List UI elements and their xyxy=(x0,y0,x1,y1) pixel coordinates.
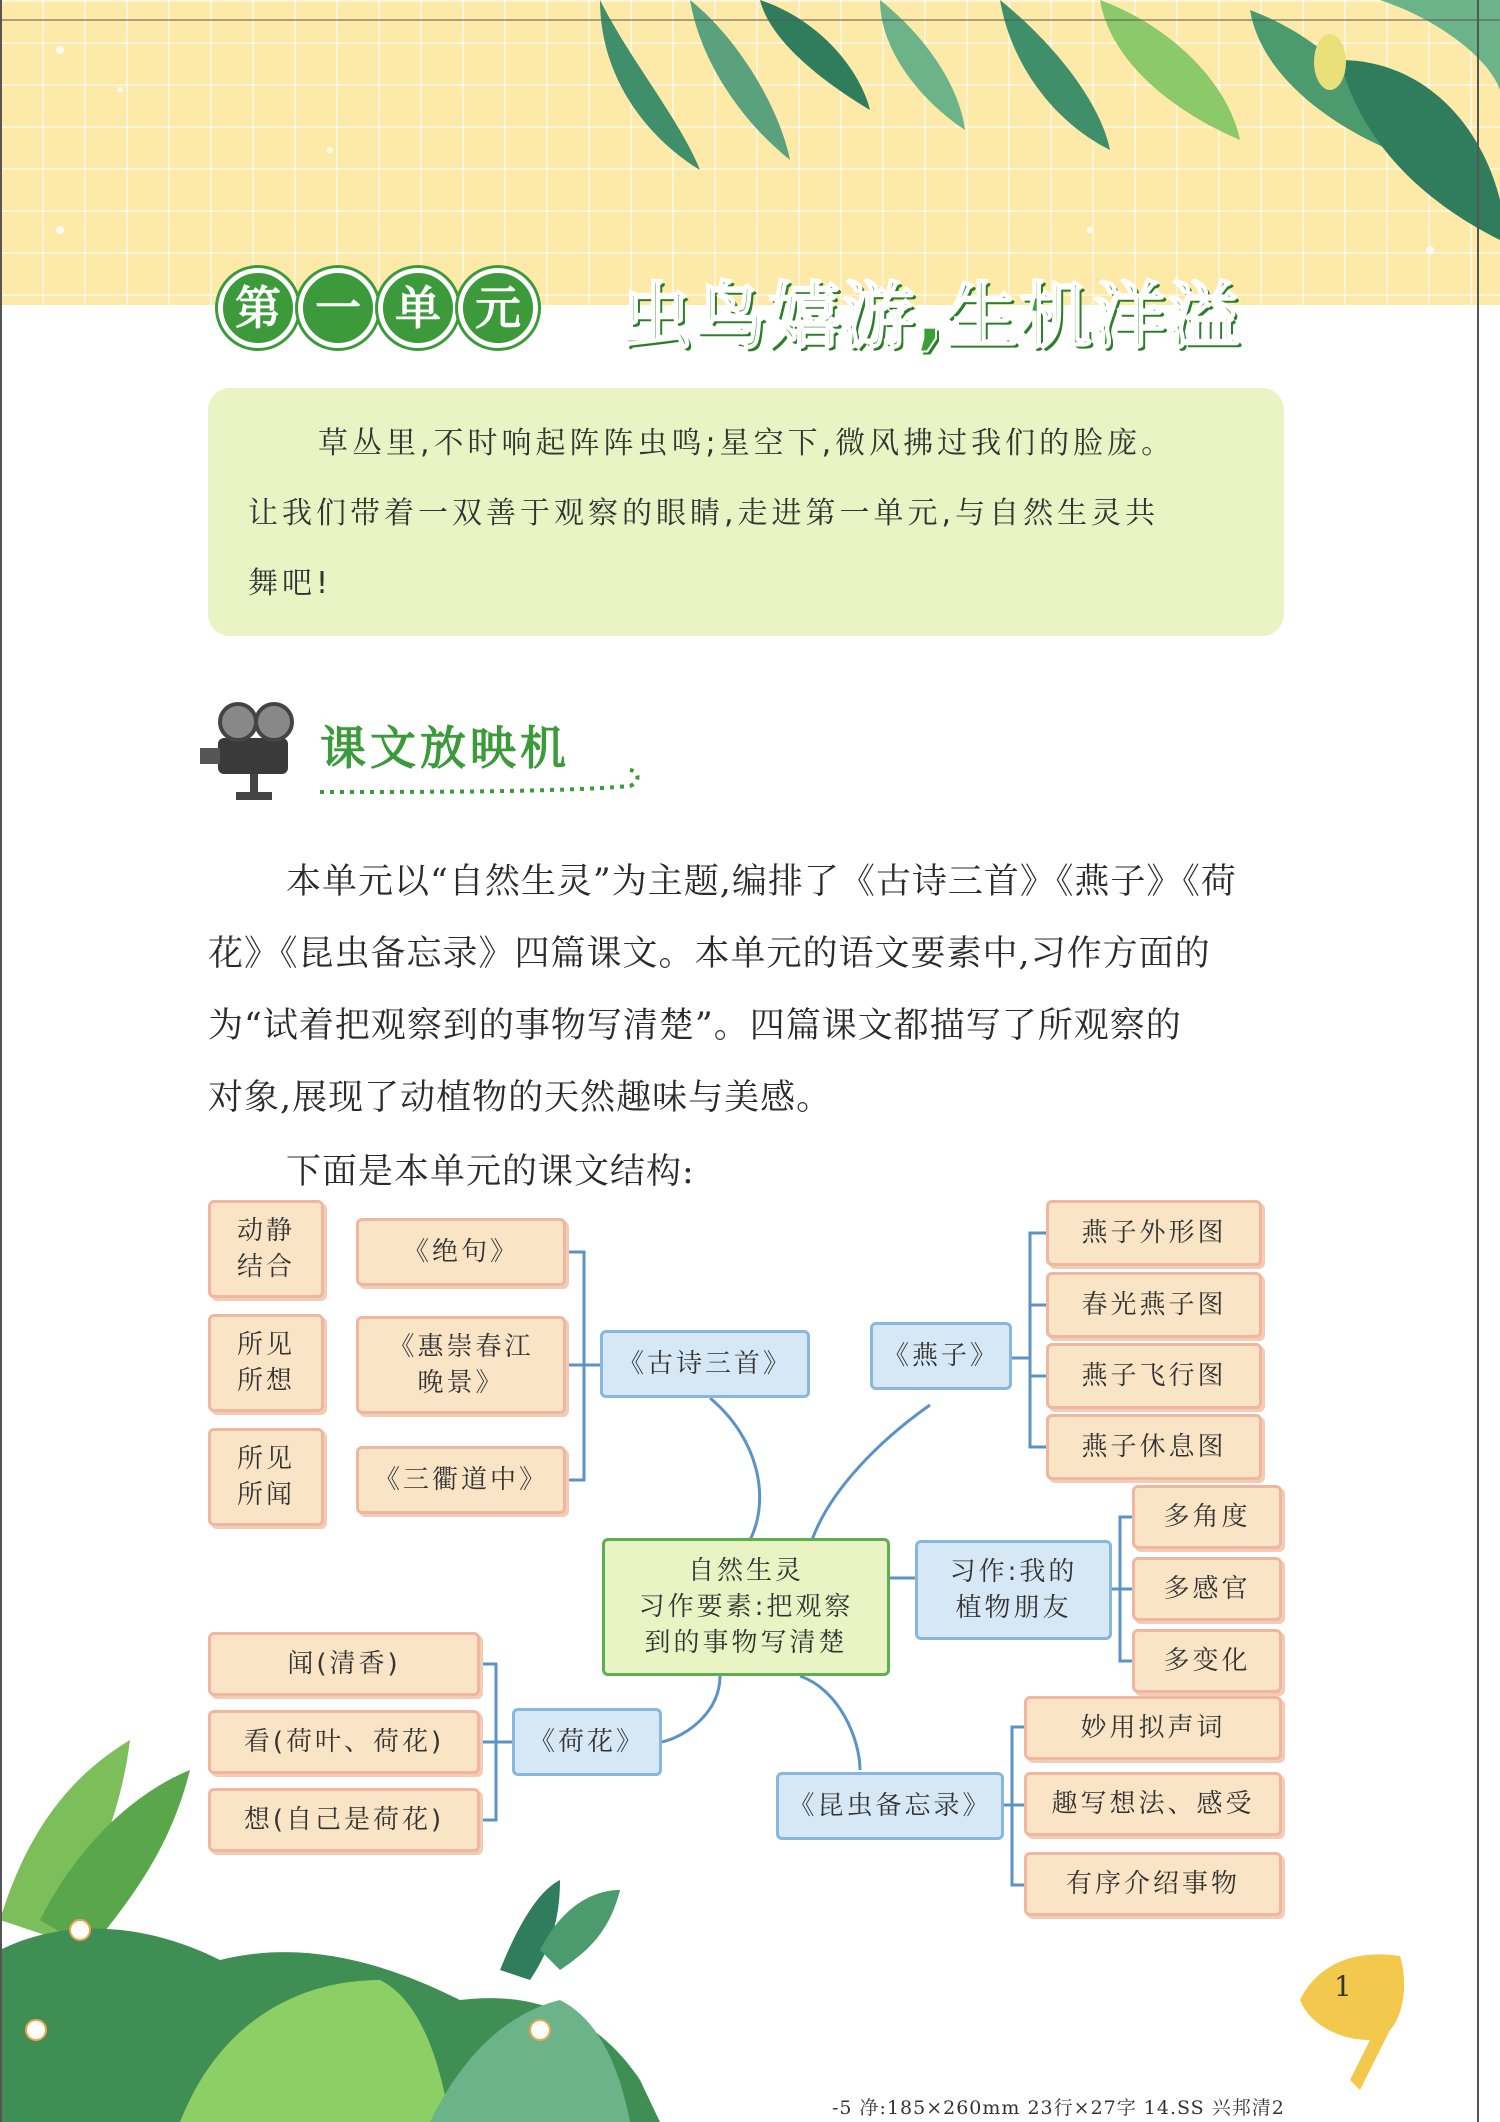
swallow-item-2: 春光燕子图 xyxy=(1046,1272,1262,1338)
poem-title-2: 《惠崇春江 晚景》 xyxy=(356,1316,566,1414)
unit-char-2: 一 xyxy=(298,268,378,348)
leaf-decoration-bottom xyxy=(0,1620,1500,2122)
poem-note-1: 动静 结合 xyxy=(208,1200,324,1298)
writing-item-3: 多变化 xyxy=(1132,1629,1282,1693)
writing-item-2: 多感官 xyxy=(1132,1557,1282,1621)
poem-title-1: 《绝句》 xyxy=(356,1218,566,1286)
poem-note-2: 所见 所想 xyxy=(208,1314,324,1412)
swallow-item-1: 燕子外形图 xyxy=(1046,1200,1262,1266)
body-line-2: 花》《昆虫备忘录》四篇课文。本单元的语文要素中,习作方面的 xyxy=(208,934,1211,974)
ginkgo-leaf-icon xyxy=(1300,1954,1404,2090)
swallow-item-3: 燕子飞行图 xyxy=(1046,1343,1262,1409)
unit-char-1: 第 xyxy=(218,268,298,348)
swallow-item-4: 燕子休息图 xyxy=(1046,1414,1262,1480)
body-line-1: 本单元以“自然生灵”为主题,编排了《古诗三首》《燕子》《荷 xyxy=(286,862,1237,902)
unit-char-4: 元 xyxy=(458,268,538,348)
insects-item-2: 趣写想法、感受 xyxy=(1024,1772,1282,1836)
poems-node: 《古诗三首》 xyxy=(600,1330,810,1398)
swallow-node: 《燕子》 xyxy=(870,1322,1012,1390)
body-line-3: 为“试着把观察到的事物写清楚”。四篇课文都描写了所观察的 xyxy=(208,1006,1182,1046)
lotus-item-1: 闻(清香) xyxy=(208,1632,480,1696)
intro-line-2: 让我们带着一双善于观察的眼睛,走进第一单元,与自然生灵共 xyxy=(248,496,1160,531)
intro-line-3: 舞吧! xyxy=(248,566,333,601)
lotus-item-2: 看(荷叶、荷花) xyxy=(208,1710,480,1774)
insects-node: 《昆虫备忘录》 xyxy=(776,1772,1004,1840)
poem-note-3: 所见 所闻 xyxy=(208,1428,324,1526)
lotus-node: 《荷花》 xyxy=(512,1708,662,1776)
insects-item-3: 有序介绍事物 xyxy=(1024,1852,1282,1916)
bush-icon xyxy=(0,1740,660,2122)
lotus-item-3: 想(自己是荷花) xyxy=(208,1788,480,1852)
page-number: 1 xyxy=(1334,1970,1352,2003)
intro-line-1: 草丛里,不时响起阵阵虫鸣;星空下,微风拂过我们的脸庞。 xyxy=(318,426,1176,461)
print-info: -5 净:185×260mm 23行×27字 14.SS 兴邦清2 xyxy=(832,2097,1285,2119)
poem-title-3: 《三衢道中》 xyxy=(356,1446,566,1514)
body-line-5: 下面是本单元的课文结构: xyxy=(286,1152,695,1192)
center-node: 自然生灵 习作要素:把观察 到的事物写清楚 xyxy=(602,1538,890,1676)
body-line-4: 对象,展现了动植物的天然趣味与美感。 xyxy=(208,1078,833,1118)
writing-node: 习作:我的 植物朋友 xyxy=(915,1540,1112,1640)
insects-item-1: 妙用拟声词 xyxy=(1024,1696,1282,1760)
unit-title: 虫鸟嬉游,生机洋溢 xyxy=(620,274,1242,358)
writing-item-1: 多角度 xyxy=(1132,1485,1282,1549)
section-title: 课文放映机 xyxy=(320,721,570,775)
unit-char-3: 单 xyxy=(378,268,458,348)
